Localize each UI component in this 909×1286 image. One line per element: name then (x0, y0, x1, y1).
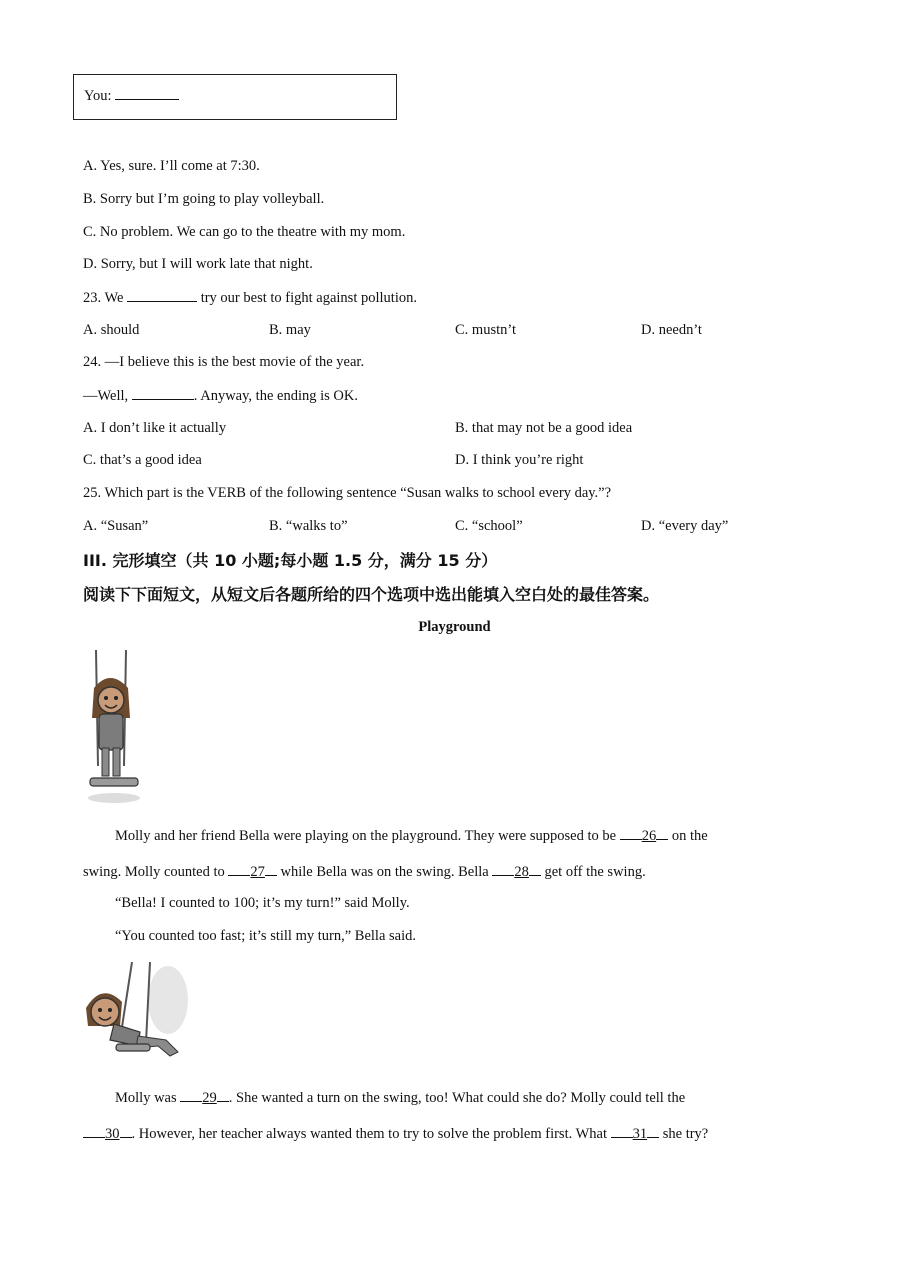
passage-text: . She wanted a turn on the swing, too! What could she do? Molly could tell the (228, 1090, 686, 1106)
q24-option-a: A. I don’t like it actually (83, 420, 227, 436)
blank-line (265, 863, 277, 876)
q23-option-d: D. needn’t (641, 322, 702, 338)
section-heading: III. 完形填空（共 10 小题;每小题 1.5 分，满分 15 分） (83, 551, 498, 570)
blank-28: 28 (514, 864, 529, 880)
q23-stem (83, 289, 417, 307)
q24-line2-before: —Well, (83, 388, 129, 404)
passage-text: swing. Molly counted to (83, 864, 225, 880)
section-instruction: 阅读下下面短文，从短文后各题所给的四个选项中选出能填入空白处的最佳答案。 (83, 585, 660, 604)
blank-line (529, 863, 541, 876)
blank-line (492, 863, 514, 876)
q25-stem: 25. Which part is the VERB of the following sentence “Susan walks to school every day.”? (83, 485, 612, 501)
blank-30: 30 (105, 1126, 120, 1142)
q25-option-a: A. “Susan” (83, 518, 149, 534)
q23-option-a: A. should (83, 322, 140, 338)
q24-blank (132, 387, 194, 400)
blank-line (611, 1125, 633, 1138)
answer-box (73, 74, 397, 120)
q25-option-b: B. “walks to” (269, 518, 348, 534)
girl-on-swing-standing-image (80, 648, 160, 810)
blank-26: 26 (641, 828, 657, 844)
girl-swinging-image (80, 960, 188, 1068)
passage-text: Molly and her friend Bella were playing on the playground. They were supposed to be (115, 828, 617, 844)
passage-text: . However, her teacher always wanted them to try to solve the problem first. What (131, 1126, 607, 1142)
passage-p2: “Bella! I counted to 100; it’s my turn!” said Molly. (115, 895, 410, 911)
q25-option-d: D. “every day” (641, 518, 729, 534)
q23-stem-before: 23. We (83, 290, 124, 306)
q25-option-c: C. “school” (455, 518, 523, 534)
passage-p1-line1 (115, 827, 708, 845)
q22-option-b: B. Sorry but I’m going to play volleyball. (83, 191, 325, 207)
passage-p4-line1 (115, 1089, 685, 1107)
blank-line (647, 1125, 659, 1138)
answer-blank (115, 87, 179, 100)
passage-p1-line2 (83, 863, 646, 881)
blank-29: 29 (202, 1090, 217, 1106)
blank-line (217, 1089, 229, 1102)
answer-line (84, 87, 179, 105)
passage-p4-line2 (83, 1125, 708, 1143)
q23-stem-after: try our best to fight against pollution. (200, 290, 417, 306)
passage-p3: “You counted too fast; it’s still my turn,” Bella said. (115, 928, 416, 944)
q24-line2 (83, 387, 358, 405)
q24-line1: 24. —I believe this is the best movie of the year. (83, 354, 365, 370)
q24-line2-after: . Anyway, the ending is OK. (193, 388, 358, 404)
blank-line (656, 827, 668, 840)
answer-label: You: (84, 88, 112, 104)
q23-blank (127, 289, 197, 302)
q24-option-d: D. I think you’re right (455, 452, 584, 468)
q22-option-a: A. Yes, sure. I’ll come at 7:30. (83, 158, 260, 174)
q23-option-c: C. mustn’t (455, 322, 516, 338)
blank-31: 31 (632, 1126, 648, 1142)
blank-line (620, 827, 642, 840)
q23-option-b: B. may (269, 322, 311, 338)
q22-option-d: D. Sorry, but I will work late that night. (83, 256, 313, 272)
passage-text: while Bella was on the swing. Bella (280, 864, 489, 880)
q24-option-c: C. that’s a good idea (83, 452, 202, 468)
blank-line (228, 863, 250, 876)
passage-text: get off the swing. (544, 864, 646, 880)
passage-text: she try? (662, 1126, 709, 1142)
blank-line (83, 1125, 105, 1138)
q22-option-c: C. No problem. We can go to the theatre with my mom. (83, 224, 406, 240)
passage-title: Playground (418, 619, 491, 635)
passage-text: Molly was (115, 1090, 177, 1106)
blank-line (120, 1125, 132, 1138)
blank-line (180, 1089, 202, 1102)
blank-27: 27 (250, 864, 265, 880)
q24-option-b: B. that may not be a good idea (455, 420, 633, 436)
passage-text: on the (671, 828, 708, 844)
